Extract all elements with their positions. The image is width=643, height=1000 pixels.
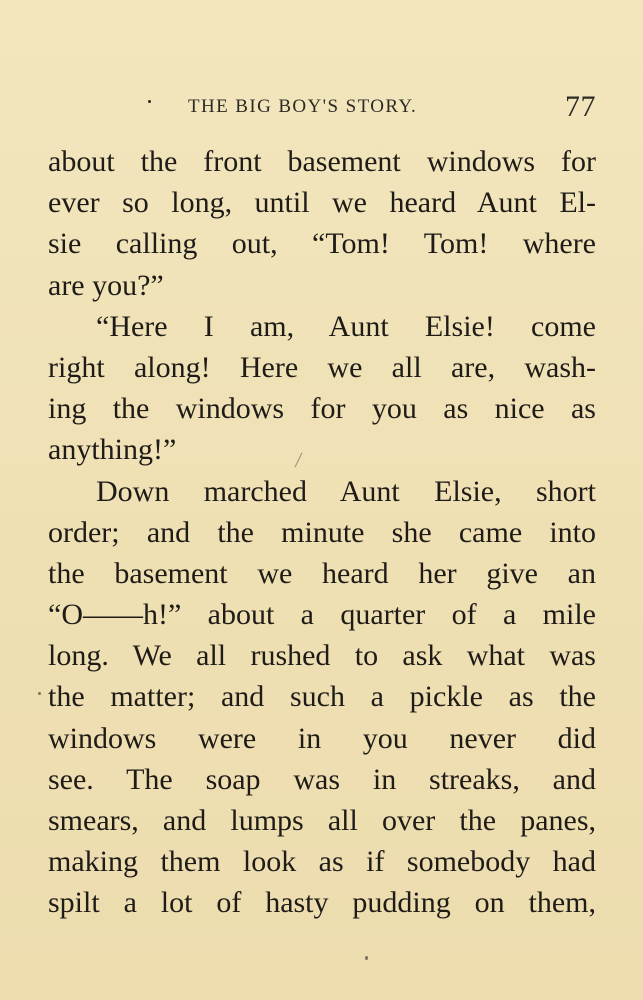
text-line: sie calling out, “Tom! Tom! where [48, 227, 596, 261]
text-line: ing the windows for you as nice as [48, 392, 596, 426]
text-line: “Here I am, Aunt Elsie! come [96, 309, 596, 343]
text-line: smears, and lumps all over the panes, [48, 804, 596, 837]
text-line: see. The soap was in streaks, and [48, 762, 596, 796]
paper-speck [38, 692, 41, 695]
page-header [48, 90, 596, 130]
text-line: spilt a lot of hasty pudding on them, [48, 886, 596, 920]
text-line: making them look as if somebody had [48, 845, 596, 879]
text-line: right along! Here we all are, wash- [48, 350, 596, 384]
text-line: Down marched Aunt Elsie, short [96, 474, 596, 508]
text-line: ever so long, until we heard Aunt El- [48, 186, 596, 220]
running-head: THE BIG BOY'S STORY. [188, 96, 418, 117]
text-line: long. We all rushed to ask what was [48, 639, 596, 673]
text-line: about the front basement windows for [48, 145, 596, 178]
text-line: “O——h!” about a quarter of a mile [48, 598, 596, 632]
text-line: windows were in you never did [48, 721, 596, 755]
body-text [48, 141, 596, 924]
header-dot [148, 100, 151, 103]
text-line: order; and the minute she came into [48, 515, 596, 549]
paper-speck [365, 956, 368, 960]
text-line: the matter; and such a pickle as the [48, 680, 596, 714]
text-line: the basement we heard her give an [48, 556, 596, 590]
page-number: 77 [565, 90, 596, 123]
text-line: are you?” [48, 268, 164, 302]
text-line: anything!” [48, 433, 177, 467]
